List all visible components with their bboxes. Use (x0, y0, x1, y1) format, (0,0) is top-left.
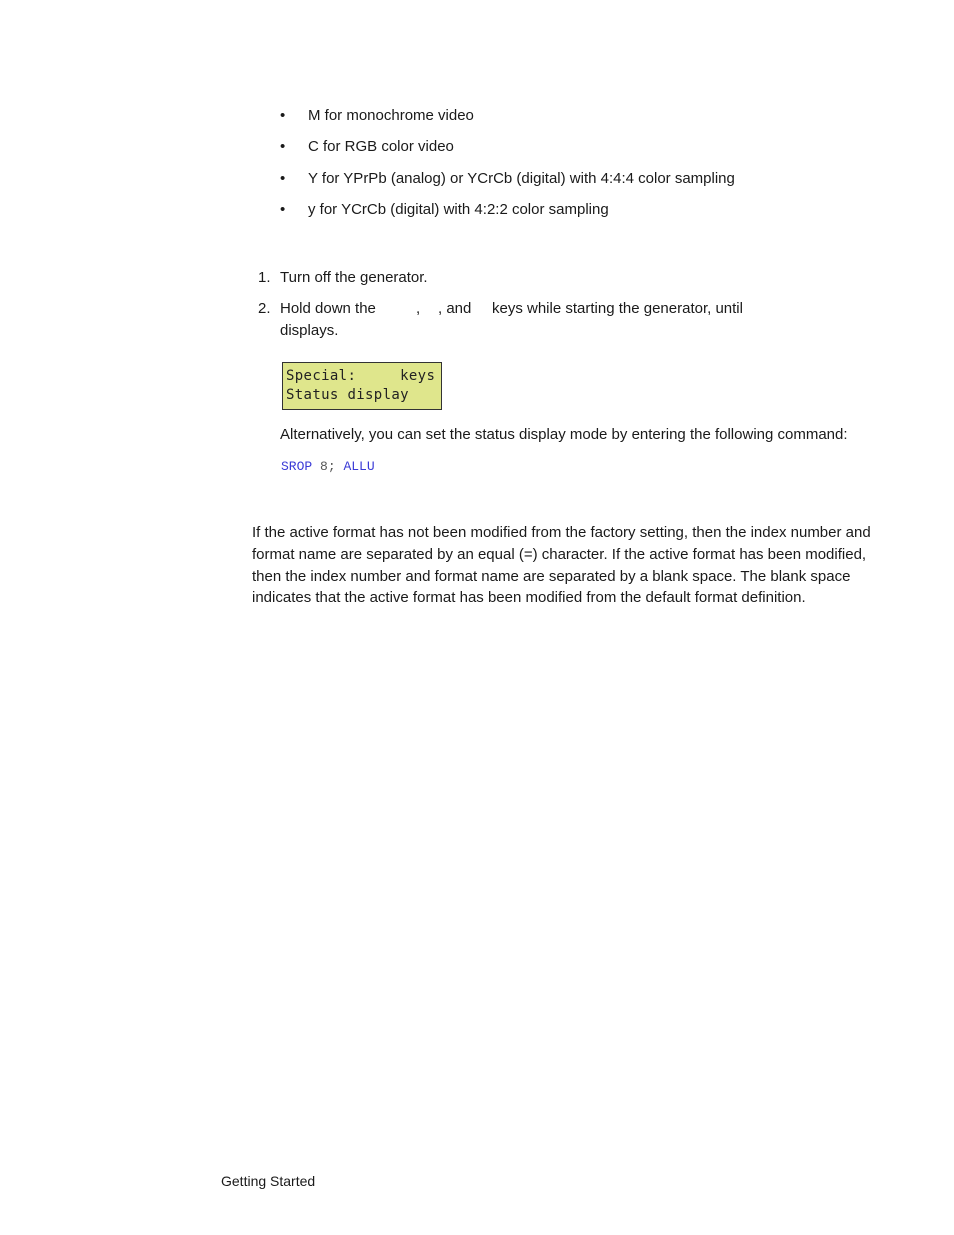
page-footer: Getting Started (221, 1173, 316, 1189)
bullet-icon: • (280, 107, 286, 124)
command-keyword: ALLU (343, 459, 375, 474)
bullet-text: Y for YPrPb (analog) or YCrCb (digital) with 4:4:4 color sampling (308, 170, 735, 187)
lcd-line-1: Special: keys (286, 368, 436, 384)
bullet-text: M for monochrome video (308, 107, 474, 124)
bullet-icon: • (280, 170, 286, 187)
alternative-text: Alternatively, you can set the status display mode by entering the following command: (280, 426, 848, 443)
step-number: 1. (258, 269, 271, 286)
step-text-part: Hold down the (280, 300, 376, 317)
bullet-icon: • (280, 138, 286, 155)
bullet-icon: • (280, 201, 286, 218)
step-number: 2. (258, 300, 271, 317)
step-text-part: , (416, 300, 421, 317)
bullet-text: y for YCrCb (digital) with 4:2:2 color sampling (308, 201, 609, 218)
command-keyword: SROP (281, 459, 313, 474)
step-text-part: , and (438, 300, 472, 317)
command-argument: 8; (312, 459, 344, 474)
step-text: Turn off the generator. (280, 269, 428, 286)
step-text-line2: displays. (280, 322, 339, 339)
bullet-text: C for RGB color video (308, 138, 454, 155)
step-text-part: keys while starting the generator, until (492, 300, 743, 317)
lcd-line-2: Status display (286, 387, 409, 403)
command-line (281, 459, 375, 474)
lcd-display (282, 362, 442, 410)
body-paragraph: If the active format has not been modified from the factory setting, then the index number and format name are separated by an equal (=) character. If the active format has been modified, then the index number and format name are separated by a blank space. The blank space indicates that the active format has been modified from the default format definition. (252, 524, 871, 607)
